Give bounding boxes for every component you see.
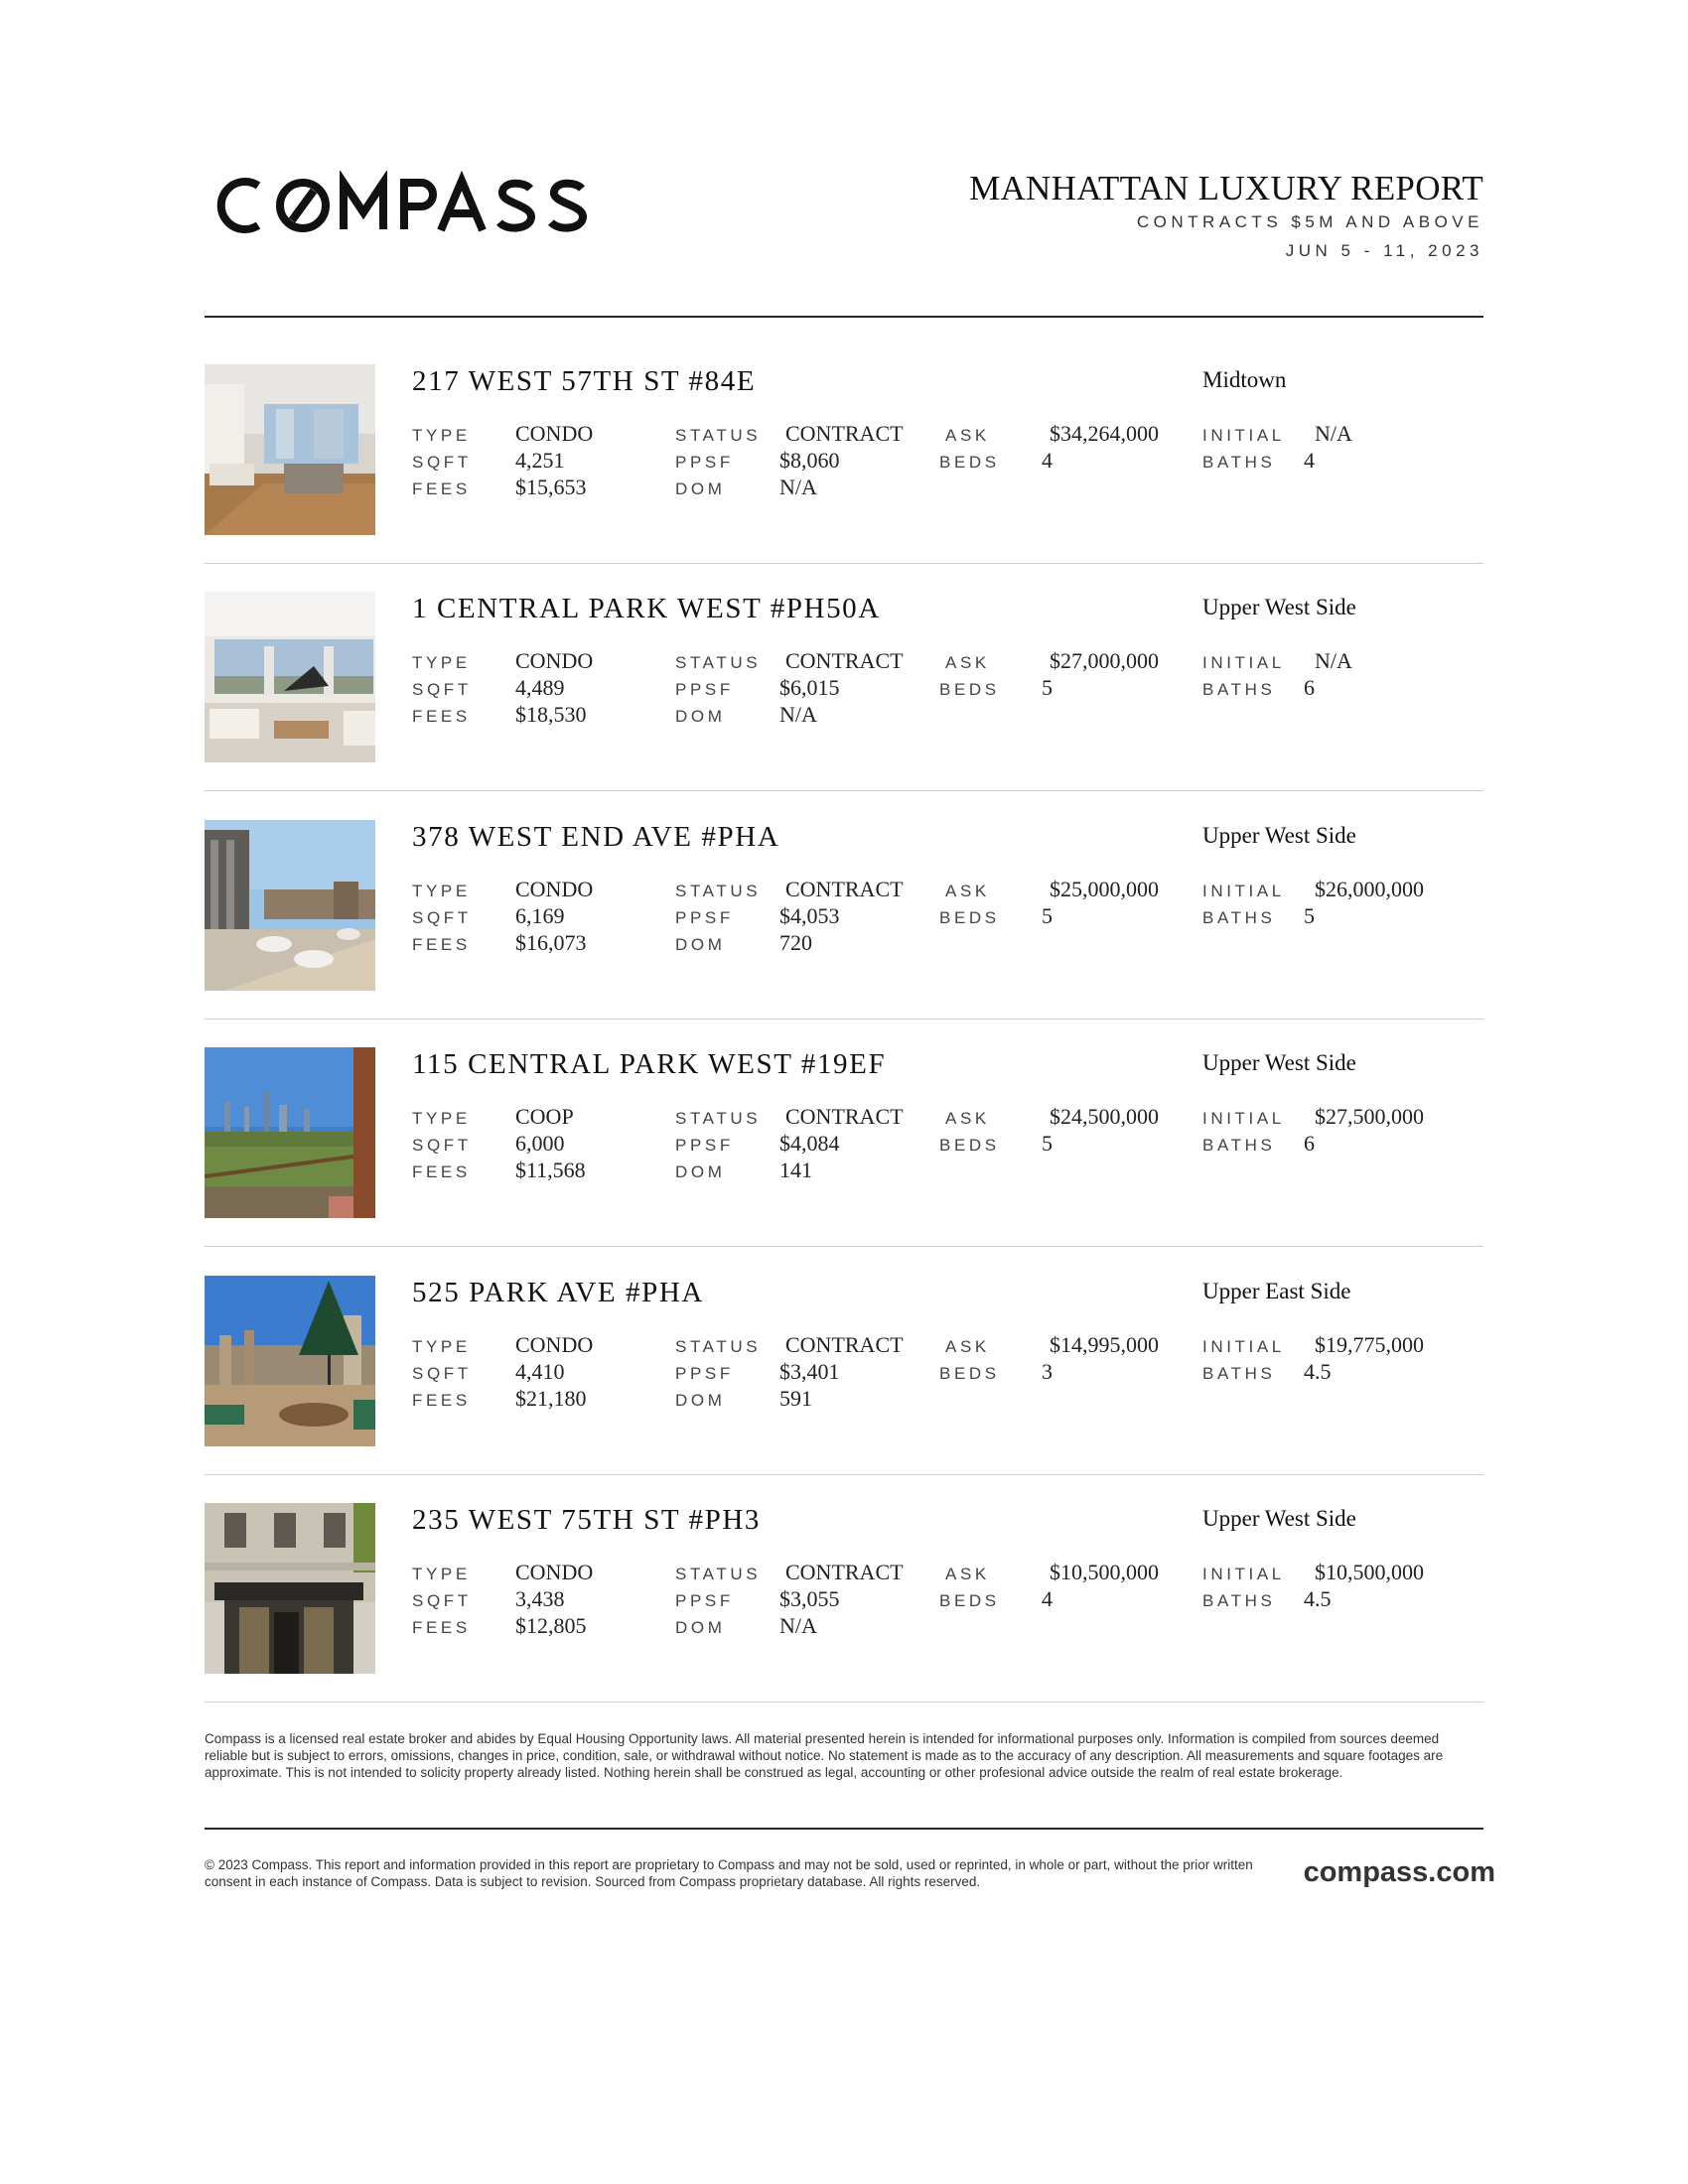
baths-value: 6 [1304,675,1315,700]
ask-label: ASK [945,1337,990,1356]
fees-label: FEES [412,1391,471,1410]
fees-label: FEES [412,1618,471,1637]
status-label: STATUS [675,1337,762,1356]
baths-label: BATHS [1202,1591,1276,1610]
legal-disclaimer: Compass is a licensed real estate broker and abides by Equal Housing Opportunity laws. All material presented herein is intended for informational purposes only. Information is compiled from sources deemed reliable but is subject to errors, omissions, changes in price, condition, sale, or withdrawal without notice. No statement is made as to the accuracy of any description. All measurements and square footages are approximate. This is not intended to solicity property already listed. Nothing herein shall be construed as legal, accounting or other profesional advice outside the realm of real estate brokerage. [205,1731,1444,1780]
baths-label: BATHS [1202,680,1276,699]
website-link[interactable]: compass.com [1303,1856,1495,1888]
initial-label: INITIAL [1202,1109,1285,1128]
listing-card [205,1276,1483,1504]
beds-value: 5 [1042,1131,1053,1156]
ppsf-label: PPSF [675,1136,734,1155]
ppsf-label: PPSF [675,680,734,699]
listing-card [205,592,1483,820]
listing-address: 217 WEST 57TH ST #84E [412,365,757,397]
type-value: COOP [515,1104,574,1129]
ppsf-value: $6,015 [779,675,840,700]
ask-value: $27,000,000 [1050,648,1159,673]
baths-value: 4 [1304,448,1315,473]
type-label: TYPE [412,426,471,445]
dom-label: DOM [675,1391,726,1410]
fees-value: $21,180 [515,1386,587,1411]
initial-label: INITIAL [1202,1337,1285,1356]
status-label: STATUS [675,1109,762,1128]
ppsf-value: $3,055 [779,1586,840,1611]
status-value: CONTRACT [785,1332,904,1357]
listing-address: 235 WEST 75TH ST #PH3 [412,1504,762,1536]
listing-card [205,1503,1483,1731]
dom-label: DOM [675,479,726,498]
fees-value: $18,530 [515,702,587,727]
living-room-with-piano-photo [205,592,375,762]
type-value: CONDO [515,1560,594,1584]
baths-value: 5 [1304,903,1315,928]
ppsf-value: $8,060 [779,448,840,473]
type-label: TYPE [412,1109,471,1128]
type-label: TYPE [412,1337,471,1356]
listing-divider [205,1474,1483,1475]
initial-value: $10,500,000 [1315,1560,1424,1584]
status-label: STATUS [675,653,762,672]
fees-label: FEES [412,935,471,954]
sqft-label: SQFT [412,1364,472,1383]
initial-label: INITIAL [1202,426,1285,445]
ask-label: ASK [945,653,990,672]
beds-label: BEDS [939,1364,1000,1383]
ppsf-value: $4,084 [779,1131,840,1156]
ask-value: $10,500,000 [1050,1560,1159,1584]
listing-neighborhood: Upper West Side [1202,1506,1356,1531]
fees-label: FEES [412,1162,471,1181]
report-header [205,159,1483,318]
dom-value: N/A [779,475,817,499]
terrace-with-umbrella-photo [205,1276,375,1446]
baths-label: BATHS [1202,1136,1276,1155]
type-value: CONDO [515,1332,594,1357]
baths-value: 4.5 [1304,1359,1332,1384]
status-label: STATUS [675,426,762,445]
park-view-terrace-photo [205,1047,375,1218]
listing-address: 525 PARK AVE #PHA [412,1277,704,1308]
initial-value: N/A [1315,648,1352,673]
listing-card [205,1047,1483,1276]
copyright-notice: © 2023 Compass. This report and information provided in this report are proprietary to Compass and may not be sold, used or reprinted, in whole or part, without the prior written consent in each instance of Compass. Data is subject to revision. Sourced from Compass proprietary database. All rights reserved. [205,1857,1253,1889]
listing-divider [205,1246,1483,1247]
ask-label: ASK [945,882,990,900]
listing-neighborhood: Upper West Side [1202,823,1356,848]
report-title: MANHATTAN LUXURY REPORT [969,169,1483,207]
listing-divider [205,790,1483,791]
header-divider [205,316,1483,318]
listing-address: 115 CENTRAL PARK WEST #19EF [412,1048,887,1080]
status-value: CONTRACT [785,421,904,446]
baths-value: 6 [1304,1131,1315,1156]
status-value: CONTRACT [785,648,904,673]
ask-label: ASK [945,426,990,445]
fees-value: $11,568 [515,1158,586,1182]
report-date-range: JUN 5 - 11, 2023 [1285,241,1483,260]
fees-label: FEES [412,479,471,498]
dom-value: N/A [779,702,817,727]
initial-value: $19,775,000 [1315,1332,1424,1357]
dom-value: 591 [779,1386,812,1411]
fees-value: $12,805 [515,1613,587,1638]
type-label: TYPE [412,882,471,900]
sqft-value: 4,251 [515,448,565,473]
baths-label: BATHS [1202,453,1276,472]
initial-label: INITIAL [1202,882,1285,900]
status-value: CONTRACT [785,877,904,901]
beds-label: BEDS [939,1591,1000,1610]
type-value: CONDO [515,877,594,901]
beds-label: BEDS [939,908,1000,927]
type-label: TYPE [412,1565,471,1583]
dom-label: DOM [675,1162,726,1181]
listing-divider [205,1019,1483,1020]
type-value: CONDO [515,648,594,673]
report-subtitle: CONTRACTS $5M AND ABOVE [1136,212,1483,231]
listing-address: 1 CENTRAL PARK WEST #PH50A [412,593,881,624]
sqft-value: 4,489 [515,675,565,700]
listing-card [205,364,1483,593]
listing-neighborhood: Upper West Side [1202,1050,1356,1075]
ask-value: $34,264,000 [1050,421,1159,446]
initial-label: INITIAL [1202,1565,1285,1583]
fees-value: $16,073 [515,930,587,955]
beds-value: 5 [1042,903,1053,928]
sqft-value: 6,000 [515,1131,565,1156]
beds-label: BEDS [939,1136,1000,1155]
dom-label: DOM [675,1618,726,1637]
building-entrance-photo [205,1503,375,1674]
ask-value: $14,995,000 [1050,1332,1159,1357]
ppsf-value: $4,053 [779,903,840,928]
interior-dining-room-photo [205,364,375,535]
sqft-label: SQFT [412,1136,472,1155]
ask-label: ASK [945,1109,990,1128]
sqft-value: 3,438 [515,1586,565,1611]
beds-value: 4 [1042,1586,1053,1611]
ppsf-label: PPSF [675,908,734,927]
baths-label: BATHS [1202,908,1276,927]
listing-divider [205,1702,1483,1703]
footer-divider [205,1828,1483,1830]
sqft-value: 6,169 [515,903,565,928]
listing-neighborhood: Midtown [1202,367,1287,392]
beds-value: 3 [1042,1359,1053,1384]
ask-value: $25,000,000 [1050,877,1159,901]
dom-label: DOM [675,707,726,726]
listing-neighborhood: Upper East Side [1202,1279,1351,1303]
initial-value: $26,000,000 [1315,877,1424,901]
status-value: CONTRACT [785,1104,904,1129]
rooftop-terrace-photo [205,820,375,991]
sqft-label: SQFT [412,453,472,472]
fees-value: $15,653 [515,475,587,499]
listing-divider [205,563,1483,564]
initial-label: INITIAL [1202,653,1285,672]
status-label: STATUS [675,1565,762,1583]
beds-label: BEDS [939,453,1000,472]
dom-value: 720 [779,930,812,955]
fees-label: FEES [412,707,471,726]
dom-label: DOM [675,935,726,954]
initial-value: $27,500,000 [1315,1104,1424,1129]
sqft-label: SQFT [412,908,472,927]
sqft-label: SQFT [412,1591,472,1610]
type-label: TYPE [412,653,471,672]
baths-value: 4.5 [1304,1586,1332,1611]
ask-label: ASK [945,1565,990,1583]
beds-value: 5 [1042,675,1053,700]
dom-value: N/A [779,1613,817,1638]
baths-label: BATHS [1202,1364,1276,1383]
status-label: STATUS [675,882,762,900]
ppsf-value: $3,401 [779,1359,840,1384]
ask-value: $24,500,000 [1050,1104,1159,1129]
beds-value: 4 [1042,448,1053,473]
initial-value: N/A [1315,421,1352,446]
ppsf-label: PPSF [675,1591,734,1610]
ppsf-label: PPSF [675,453,734,472]
beds-label: BEDS [939,680,1000,699]
dom-value: 141 [779,1158,812,1182]
listing-neighborhood: Upper West Side [1202,595,1356,619]
status-value: CONTRACT [785,1560,904,1584]
listing-card [205,820,1483,1048]
ppsf-label: PPSF [675,1364,734,1383]
sqft-value: 4,410 [515,1359,565,1384]
listing-address: 378 WEST END AVE #PHA [412,821,780,853]
type-value: CONDO [515,421,594,446]
compass-logo [207,171,594,240]
sqft-label: SQFT [412,680,472,699]
